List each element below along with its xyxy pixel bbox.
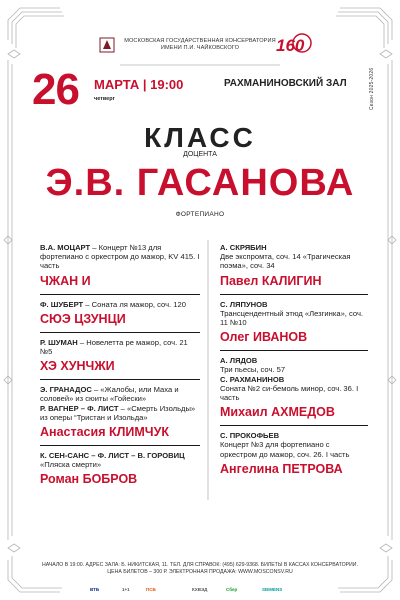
piece-description bbox=[40, 243, 200, 271]
program-item bbox=[40, 243, 200, 289]
footer-info bbox=[40, 562, 360, 576]
program-item bbox=[40, 300, 200, 327]
performer-last: ИВАНОВ bbox=[252, 330, 308, 345]
piece-description bbox=[40, 385, 200, 403]
program-item bbox=[220, 431, 368, 477]
performer-first: ЧЖАН И bbox=[40, 273, 91, 288]
performer-first: ХЭ ХУНЧЖИ bbox=[40, 359, 115, 374]
work: Трансцендентный этюд «Лезгинка», соч. 11 №10 bbox=[220, 308, 364, 328]
piece-description bbox=[220, 431, 368, 440]
performer-first: Олег bbox=[220, 330, 250, 345]
piece-description bbox=[220, 300, 368, 309]
work: Соната №2 си-бемоль минор, соч. 36. I часть bbox=[220, 383, 359, 403]
work: – Новелетта ре мажор, соч. 21 №5 bbox=[40, 337, 188, 357]
institution-name bbox=[120, 38, 280, 52]
institution-line2: ИМЕНИ П.И. ЧАЙКОВСКОГО bbox=[160, 45, 240, 51]
performer-first: Михаил bbox=[220, 405, 268, 420]
performer-first: Роман bbox=[40, 472, 80, 487]
program-left-column bbox=[40, 243, 200, 487]
work: – «Жалобы, или Маха и соловей» из сюиты «Гойески» bbox=[40, 385, 179, 404]
performer bbox=[220, 274, 368, 289]
sponsor-khved: КХВЭД bbox=[192, 587, 208, 592]
composer: С. ПРОКОФЬЕВ bbox=[220, 431, 280, 441]
composer: Р. ШУМАН bbox=[40, 337, 78, 347]
work: «Пляска смерти» bbox=[40, 460, 102, 470]
piece-description-2 bbox=[40, 404, 200, 422]
performer bbox=[220, 462, 368, 477]
teacher-name: Э.В. ГАСАНОВА bbox=[45, 162, 355, 204]
composer: Э. ГРАНАДОС bbox=[40, 385, 92, 395]
divider bbox=[220, 294, 368, 295]
composer: Р. ВАГНЕР – Ф. ЛИСТ bbox=[40, 403, 119, 413]
event-month-time bbox=[94, 77, 183, 92]
program-right-column bbox=[220, 243, 368, 477]
performer bbox=[220, 405, 368, 420]
program-item bbox=[220, 243, 368, 289]
performer bbox=[40, 274, 200, 289]
instrument-label: ФОРТЕПИАНО bbox=[175, 211, 225, 218]
program-item bbox=[220, 356, 368, 420]
event-day: 26 bbox=[32, 65, 79, 114]
piece-description bbox=[220, 243, 368, 252]
performer-first: Ангелина bbox=[220, 461, 279, 476]
program-item bbox=[40, 451, 200, 487]
composer: А. СКРЯБИН bbox=[220, 243, 267, 252]
anniversary-logo bbox=[276, 30, 312, 60]
performer-first: Павел bbox=[220, 273, 259, 288]
work: Две экспромта, соч. 14 «Трагическая поэма», соч. 34 bbox=[220, 252, 351, 271]
program-item bbox=[40, 338, 200, 374]
sponsor-1: 1+1 bbox=[122, 587, 130, 592]
divider bbox=[40, 294, 200, 295]
sponsor-sber: Сбер bbox=[226, 587, 238, 592]
institution-line1: МОСКОВСКАЯ ГОСУДАРСТВЕННАЯ КОНСЕРВАТОРИЯ bbox=[124, 38, 276, 44]
performer-last: БОБРОВ bbox=[82, 472, 138, 487]
composer: С. РАХМАНИНОВ bbox=[220, 374, 285, 384]
composer: С. ЛЯПУНОВ bbox=[220, 299, 268, 309]
work: Концерт №3 для фортепиано с оркестром до мажор, соч. 26. I часть bbox=[220, 440, 350, 459]
emblem-icon bbox=[98, 36, 116, 54]
work: – «Смерть Изольды» из оперы “Тристан и Изольда» bbox=[40, 403, 196, 422]
performer-last: КЛИМЧУК bbox=[108, 425, 169, 440]
event-month: МАРТА bbox=[94, 77, 140, 92]
piece-description bbox=[220, 356, 368, 365]
composer: Ф. ШУБЕРТ bbox=[40, 299, 84, 309]
footer-line2: ЦЕНА БИЛЕТОВ – 300 Р. ЭЛЕКТРОННАЯ ПРОДАЖА: WWW.MOSCONSV.RU bbox=[107, 569, 293, 575]
performer bbox=[40, 312, 200, 327]
divider bbox=[220, 350, 368, 351]
program-item bbox=[40, 385, 200, 440]
performer bbox=[40, 425, 200, 440]
performer bbox=[40, 359, 200, 374]
sponsor-siemens: SIEMENS bbox=[262, 587, 283, 592]
anniversary-number: 160 bbox=[276, 36, 305, 55]
performer bbox=[220, 330, 368, 345]
sponsor-vtb: ВТБ bbox=[90, 587, 100, 592]
piece-description bbox=[40, 451, 200, 469]
program-item bbox=[220, 300, 368, 346]
composer: А. ЛЯДОВ bbox=[220, 356, 258, 366]
work: – Соната ля мажор, соч. 120 bbox=[83, 299, 186, 309]
piece-description bbox=[40, 338, 200, 356]
event-weekday: четверг bbox=[94, 96, 115, 102]
composer: К. СЕН-САНС – Ф. ЛИСТ – В. ГОРОВИЦ bbox=[40, 451, 185, 461]
performer bbox=[40, 472, 200, 487]
conservatory-logo bbox=[98, 36, 116, 54]
title-klass: КЛАСС bbox=[144, 122, 256, 153]
sponsor-psb: ПСБ bbox=[146, 587, 156, 592]
footer-line1: НАЧАЛО В 19:00. АДРЕС ЗАЛА: Б. НИКИТСКАЯ, 11. ТЕЛ. ДЛЯ СПРАВОК: (495) 629-9368. БИЛЕТЫ В КАССАХ КОНСЕРВАТОРИИ. bbox=[42, 562, 358, 568]
divider bbox=[40, 332, 200, 333]
piece-description bbox=[40, 300, 200, 309]
performer-last: КАЛИГИН bbox=[261, 273, 322, 288]
performer-first: СЮЭ ЦЗУНЦИ bbox=[40, 311, 126, 326]
piece-description-2 bbox=[220, 375, 368, 384]
date-separator: | bbox=[142, 77, 151, 92]
title-rank: ДОЦЕНТА bbox=[183, 151, 217, 158]
work: – Концерт №13 для фортепиано с оркестром до мажор, KV 415. I часть bbox=[40, 243, 200, 271]
season-label: Сезон 2025-2026 bbox=[369, 67, 375, 110]
performer-first: Анастасия bbox=[40, 425, 106, 440]
divider bbox=[40, 445, 200, 446]
hall-name: РАХМАНИНОВСКИЙ ЗАЛ bbox=[224, 78, 347, 89]
performer-last: ПЕТРОВА bbox=[282, 461, 343, 476]
event-time: 19:00 bbox=[150, 77, 184, 92]
composer: В.А. МОЦАРТ bbox=[40, 243, 91, 252]
divider bbox=[40, 379, 200, 380]
performer-last: АХМЕДОВ bbox=[271, 405, 335, 420]
work: Три пьесы, соч. 57 bbox=[220, 365, 286, 375]
divider bbox=[220, 425, 368, 426]
